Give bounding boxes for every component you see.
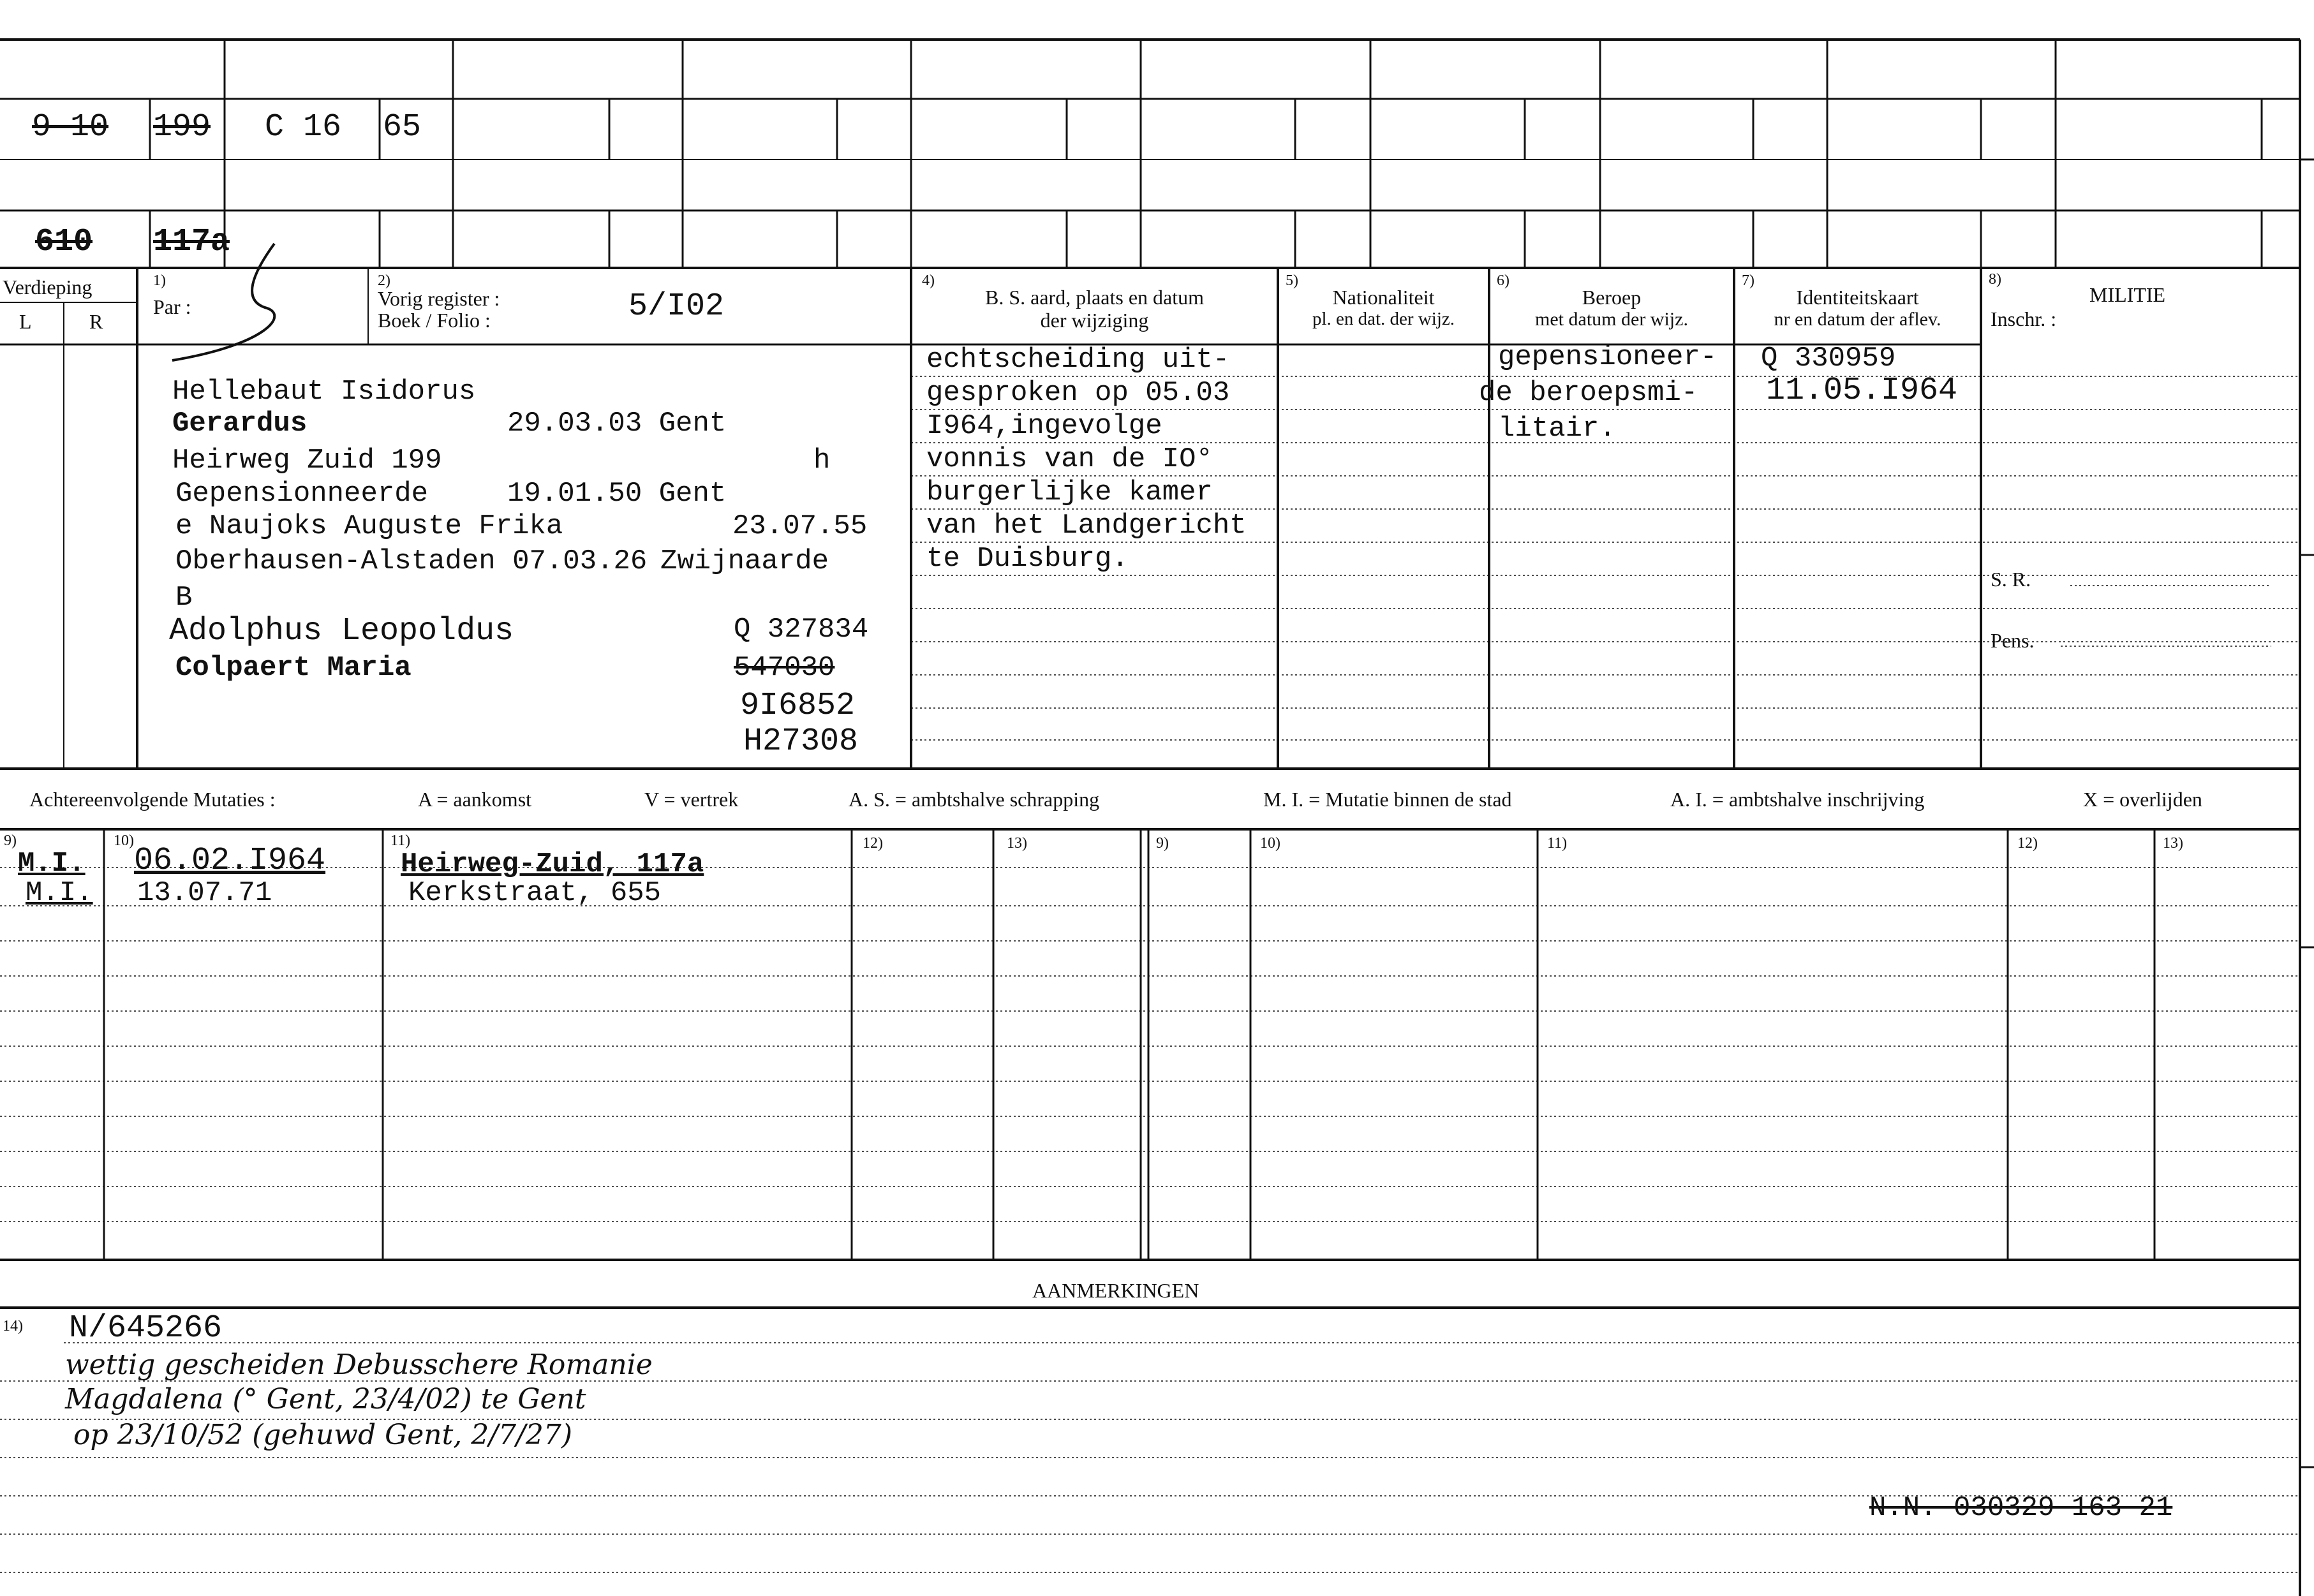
person-relative-number: 547030 [734, 652, 835, 684]
mut-header-10: 10) [114, 832, 134, 849]
person-name: Hellebaut Isidorus [172, 376, 476, 408]
mutation-1-address: Heirweg-Zuid, 117a [401, 848, 704, 880]
person-spouse-birth: Oberhausen-Alstaden 07.03.26 [175, 545, 648, 577]
bs-line-7: te Duisburg. [926, 543, 1129, 575]
legend-title: Achtereenvolgende Mutaties : [29, 788, 276, 811]
person-b: B [175, 582, 193, 614]
top-cell-1: 9-10 [32, 109, 109, 145]
bs-line-6: van het Landgericht [926, 510, 1247, 542]
mut-header-9: 9) [4, 832, 17, 849]
mutation-2-type: M.I. [26, 877, 93, 909]
person-address: Heirweg Zuid 199 [172, 445, 442, 477]
header-inschr: Inschr. : [1991, 307, 2057, 330]
header-bs-line1: B. S. aard, plaats en datum [984, 286, 1205, 309]
header-id [1734, 287, 1981, 329]
bs-line-5: burgerlijke kamer [926, 477, 1213, 508]
mut-header-11: 11) [390, 832, 411, 849]
person-occupation-date: 19.01.50 Gent [507, 478, 727, 510]
top-cell-2: 199 [153, 109, 211, 145]
mut-header-12b: 12) [2017, 835, 2038, 852]
aanmerkingen-num: 14) [3, 1318, 23, 1334]
header-l: L [19, 310, 32, 333]
aanmerkingen-title: AANMERKINGEN [1032, 1279, 1199, 1302]
header-nat-line1: Nationaliteit [1332, 286, 1435, 309]
legend-mi: M. I. = Mutatie binnen de stad [1263, 788, 1512, 811]
header-vorig-num: 2) [378, 272, 390, 289]
legend-ai: A. I. = ambtshalve inschrijving [1670, 788, 1925, 811]
header-id-line2: nr en datum der aflev. [1774, 309, 1941, 330]
bs-line-2: gesproken op 05.03 [926, 377, 1230, 409]
vorig-register-value: 5/I02 [628, 288, 725, 325]
militie-sr: S. R. [1991, 568, 2031, 591]
bs-line-1: echtscheiding uit- [926, 344, 1230, 376]
beroep-line-3: litair. [1498, 413, 1616, 445]
legend-a: A = aankomst [418, 788, 532, 811]
header-mil-num: 8) [1989, 271, 2001, 288]
mut-header-9b: 9) [1156, 835, 1169, 852]
header-par: Par : [153, 295, 191, 318]
header-bs-num: 4) [922, 272, 935, 289]
national-number: N.N. 030329 163 21 [1869, 1492, 2173, 1524]
id-card-date: 11.05.I964 [1766, 373, 1958, 409]
militie-pens: Pens. [1991, 629, 2035, 652]
beroep-line-1: gepensioneer- [1498, 341, 1717, 373]
person-spouse-date: 23.07.55 [732, 510, 868, 542]
header-bs [911, 287, 1278, 330]
header-verdieping: Verdieping [3, 276, 93, 299]
person-number-b: H27308 [743, 723, 859, 760]
person-child-number: Q 327834 [734, 614, 869, 646]
mut-header-13: 13) [1007, 835, 1027, 852]
top-cell-3: C 16 [265, 109, 342, 145]
person-child: Adolphus Leopoldus [169, 613, 514, 649]
top-cell-5: 610 [35, 224, 93, 260]
mutation-1-date: 06.02.I964 [134, 843, 326, 879]
top-cell-4: 65 [383, 109, 422, 145]
header-nat-line2: pl. en dat. der wijz. [1312, 309, 1455, 329]
header-beroep-line1: Beroep [1582, 286, 1642, 309]
legend-v: V = vertrek [644, 788, 739, 811]
header-bs-line2: der wijziging [1040, 309, 1149, 332]
header-beroep-line2: met datum der wijz. [1535, 309, 1688, 330]
aanmerkingen-handwriting-2: Magdalena (° Gent, 23/4/02) te Gent [65, 1383, 586, 1415]
id-card-number: Q 330959 [1761, 343, 1896, 374]
person-birth: 29.03.03 Gent [507, 408, 727, 440]
person-spouse: e Naujoks Auguste Frika [175, 510, 563, 542]
person-number-a: 9I6852 [740, 688, 856, 724]
header-vorig-register: Vorig register : [378, 287, 500, 310]
mutation-1-type: M.I. [18, 848, 85, 880]
mut-header-13b: 13) [2163, 835, 2183, 852]
header-beroep [1489, 287, 1734, 329]
header-par-num: 1) [153, 272, 166, 289]
legend-x: X = overlijden [2083, 788, 2202, 811]
header-militie: MILITIE [2089, 283, 2166, 306]
legend-as: A. S. = ambtshalve schrapping [849, 788, 1100, 811]
person-relative: Colpaert Maria [175, 652, 412, 684]
person-spouse-place: Zwijnaarde [660, 545, 829, 577]
aanmerkingen-reference: N/645266 [69, 1310, 223, 1347]
person-second-name: Gerardus [172, 408, 308, 440]
aanmerkingen-handwriting-1: wettig gescheiden Debusschere Romanie [65, 1348, 653, 1381]
header-id-num: 7) [1742, 272, 1754, 289]
person-h: h [813, 445, 831, 477]
aanmerkingen-handwriting-3: op 23/10/52 (gehuwd Gent, 2/7/27) [73, 1419, 573, 1451]
person-occupation: Gepensionneerde [175, 478, 429, 510]
mut-header-10b: 10) [1260, 835, 1280, 852]
header-boek-folio: Boek / Folio : [378, 309, 491, 332]
mut-header-12: 12) [863, 835, 883, 852]
header-nat [1278, 287, 1489, 329]
top-cell-6: 117a [153, 224, 230, 260]
header-beroep-num: 6) [1497, 272, 1509, 289]
mut-header-11b: 11) [1547, 835, 1568, 852]
header-nat-num: 5) [1286, 272, 1298, 289]
beroep-line-2: de beroepsmi- [1479, 377, 1698, 409]
mutation-2-address: Kerkstraat, 655 [408, 877, 662, 909]
bs-line-4: vonnis van de IO° [926, 443, 1213, 475]
bs-line-3: I964,ingevolge [926, 410, 1162, 442]
mutation-2-date: 13.07.71 [137, 877, 272, 909]
header-r: R [89, 310, 103, 333]
header-id-line1: Identiteitskaart [1796, 286, 1919, 309]
